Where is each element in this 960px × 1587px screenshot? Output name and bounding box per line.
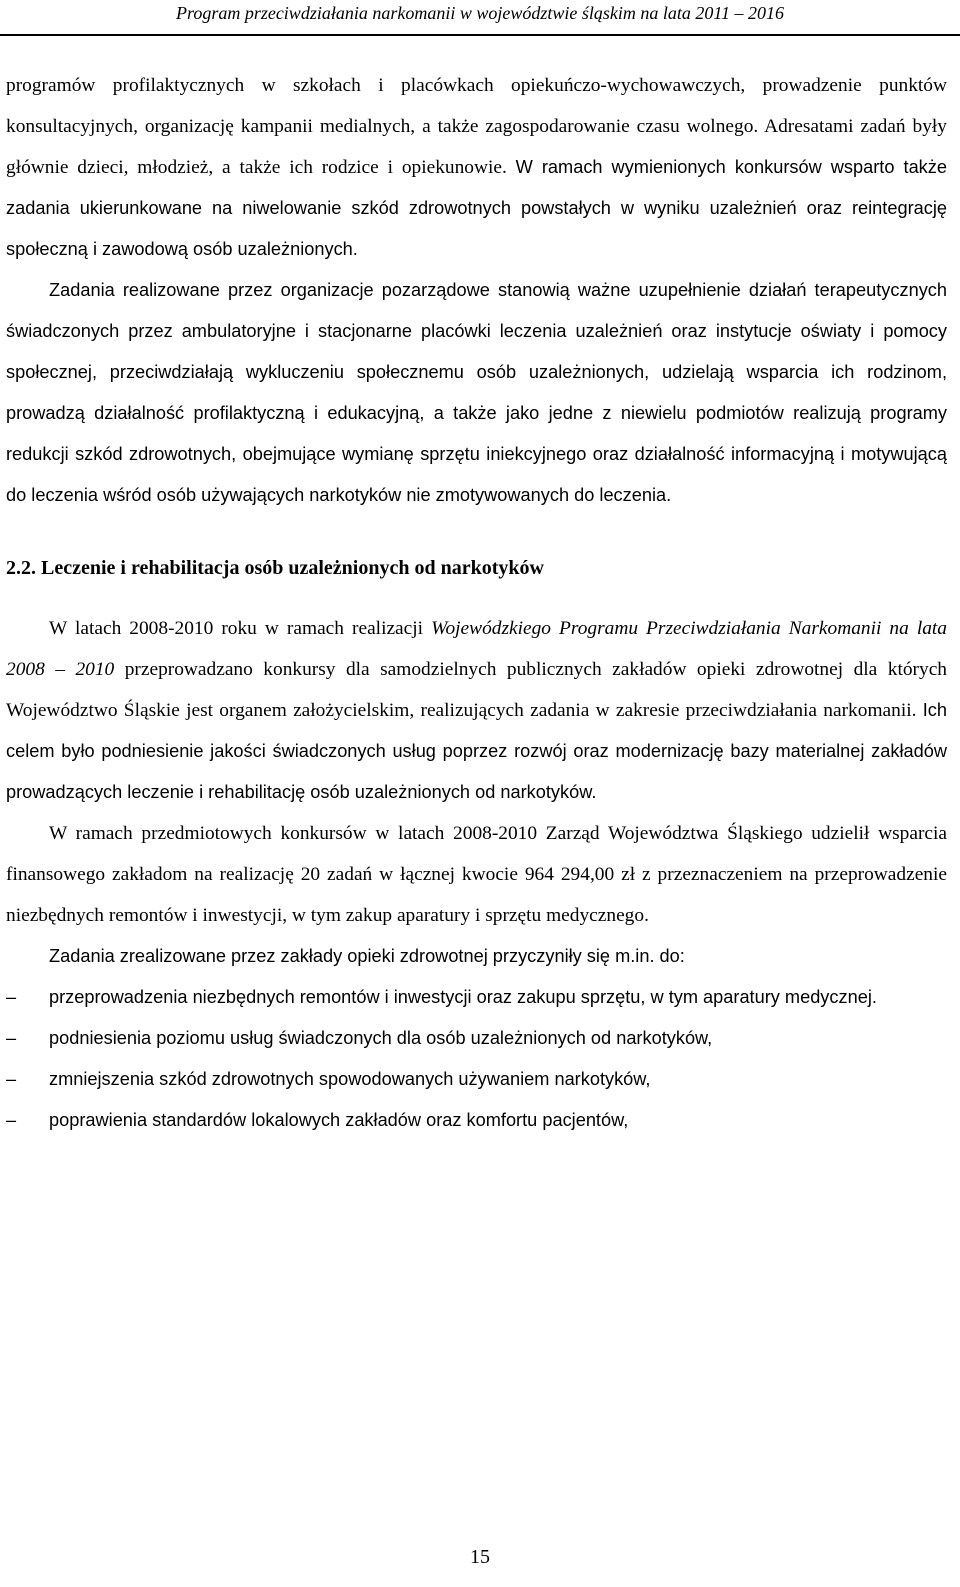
list-item-text: zmniejszenia szkód zdrowotnych spowodowanych używaniem narkotyków, bbox=[49, 1069, 651, 1089]
list-item bbox=[6, 1059, 947, 1100]
p1-text-after-2: Ich celem było podniesienie jakości świadczonych usług poprzez rozwój oraz modernizację bazy materialnej zakładów prowadzących leczenie i rehabilitację osób uzależnionych od narkotyków. bbox=[6, 700, 947, 802]
results-list bbox=[6, 977, 947, 1141]
header-rule bbox=[0, 34, 960, 36]
list-item bbox=[6, 1018, 947, 1059]
intro-text-part2: W ramach wymienionych konkursów wsparto także zadania ukierunkowane na niwelowanie szkód zdrowotnych powstałych w wyniku uzależnień oraz reintegrację społeczną i zawodową osób uzależnionych. bbox=[6, 157, 947, 259]
p1-text-after: przeprowadzano konkursy dla samodzielnych publicznych zakładów opieki zdrowotnej dla których Województwo Śląskie jest organem założycielskim, realizujących zadania w zakresie przeciwdziałania narkomanii. bbox=[6, 659, 947, 721]
section-paragraph-1 bbox=[6, 608, 947, 813]
section-paragraph-3: Zadania zrealizowane przez zakłady opieki zdrowotnej przyczyniły się m.in. do: bbox=[49, 946, 685, 966]
program-title-italic: Wojewódzkiego Programu Przeciwdziałania Narkomanii na lata 2008 – 2010 bbox=[6, 618, 947, 680]
list-item bbox=[6, 1100, 947, 1141]
dash-bullet: – bbox=[6, 987, 17, 1007]
section-heading: 2.2. Leczenie i rehabilitacja osób uzależnionych od narkotyków bbox=[6, 557, 544, 579]
list-item-text: podniesienia poziomu usług świadczonych dla osób uzależnionych od narkotyków, bbox=[49, 1028, 713, 1048]
list-item-text: przeprowadzenia niezbędnych remontów i inwestycji oraz zakupu sprzętu, w tym aparatury medycznej. bbox=[49, 987, 877, 1007]
dash-bullet: – bbox=[6, 1028, 17, 1048]
page-number: 15 bbox=[470, 1546, 490, 1568]
document-body bbox=[6, 65, 947, 1141]
dash-bullet: – bbox=[6, 1069, 17, 1089]
intro-paragraph bbox=[6, 65, 947, 270]
list-item-text: poprawienia standardów lokalowych zakładów oraz komfortu pacjentów, bbox=[49, 1110, 629, 1130]
list-item bbox=[6, 977, 947, 1018]
dash-bullet: – bbox=[6, 1110, 17, 1130]
running-header: Program przeciwdziałania narkomanii w województwie śląskim na lata 2011 – 2016 bbox=[175, 3, 784, 23]
intro-text-part1: programów profilaktycznych w szkołach i placówkach opiekuńczo-wychowawczych, prowadzenie punktów konsultacyjnych, organizację kampanii medialnych, a także zagospodarowanie czasu wolnego. Adresatami zadań były głównie dzieci, młodzież, a także ich rodzice i opiekunowie. bbox=[6, 75, 947, 178]
section-paragraph-2: W ramach przedmiotowych konkursów w latach 2008-2010 Zarząd Województwa Śląskiego udzielił wsparcia finansowego zakładom na realizację 20 zadań w łącznej kwocie 964 294,00 zł z przeznaczeniem na przeprowadzenie niezbędnych remontów i inwestycji, w tym zakup aparatury i sprzętu medycznego. bbox=[6, 823, 947, 926]
p1-text-before: W latach 2008-2010 roku w ramach realizacji bbox=[49, 618, 432, 639]
paragraph-ngo-tasks: Zadania realizowane przez organizacje pozarządowe stanowią ważne uzupełnienie działań terapeutycznych świadczonych przez ambulatoryjne i stacjonarne placówki leczenia uzależnień oraz instytucje oświaty i pomocy społecznej, przeciwdziałają wykluczeniu społecznemu osób uzależnionych, udzielają wsparcia ich rodzinom, prowadzą działalność profilaktyczną i edukacyjną, a także jako jedne z niewielu podmiotów realizują programy redukcji szkód zdrowotnych, obejmujące wymianę sprzętu iniekcyjnego oraz działalność informacyjną i motywującą do leczenia wśród osób używających narkotyków nie zmotywowanych do leczenia. bbox=[6, 280, 947, 505]
